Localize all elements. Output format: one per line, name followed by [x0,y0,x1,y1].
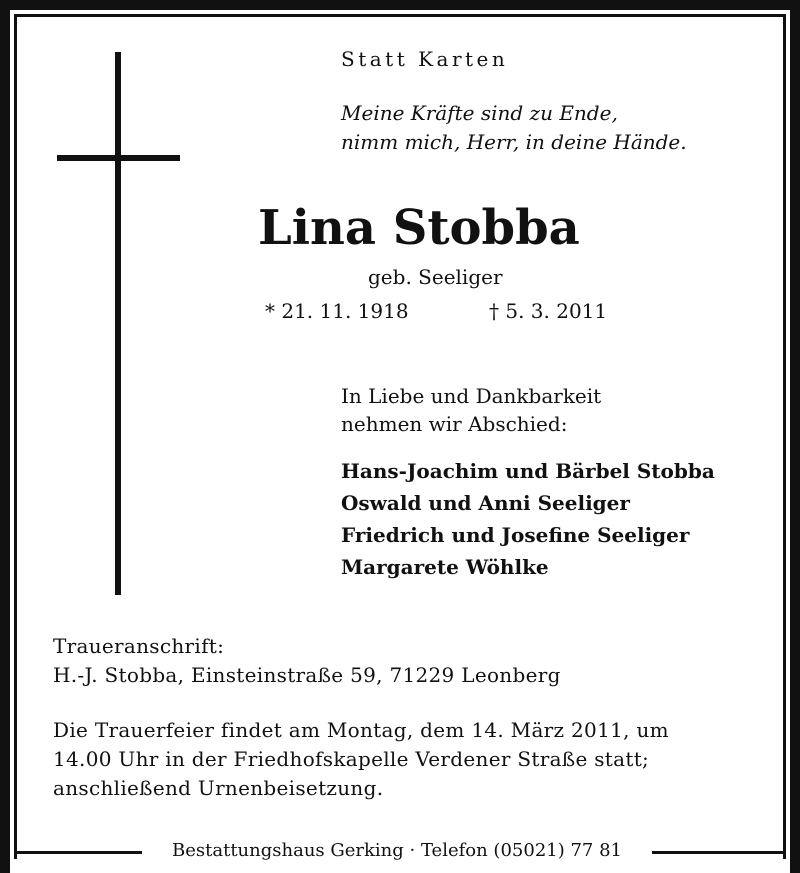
funeral-home-footer: Bestattungshaus Gerking · Telefon (05021) 77 81 [172,840,622,861]
maiden-name: geb. Seeliger [368,265,503,289]
deceased-name: Lina Stobba [258,200,580,256]
mourner-item: Hans-Joachim und Bärbel Stobba [341,459,715,483]
mourner-item: Oswald und Anni Seeliger [341,491,630,515]
birth-date: * 21. 11. 1918 [265,299,409,323]
service-line: 14.00 Uhr in der Friedhofskapelle Verdener Straße statt; [53,747,650,771]
header-text: Statt Karten [341,47,509,71]
cross-icon [115,52,121,595]
mourning-address [53,632,561,690]
service-info [53,716,669,803]
verse [341,99,687,157]
verse-line: Meine Kräfte sind zu Ende, [341,101,618,125]
farewell-line: nehmen wir Abschied: [341,412,568,436]
cross-icon-beam [57,155,180,161]
bottom-rule-right [652,851,786,854]
farewell-text [341,382,601,438]
mourner-item: Margarete Wöhlke [341,555,549,579]
address-label: Traueranschrift: [53,634,225,658]
verse-line: nimm mich, Herr, in deine Hände. [341,130,687,154]
mourner-item: Friedrich und Josefine Seeliger [341,523,690,547]
service-line: anschließend Urnenbeisetzung. [53,776,384,800]
farewell-line: In Liebe und Dankbarkeit [341,384,602,408]
mourners-list [341,455,715,583]
service-line: Die Trauerfeier findet am Montag, dem 14. März 2011, um [53,718,669,742]
address-text: H.-J. Stobba, Einsteinstraße 59, 71229 Leonberg [53,663,561,687]
death-date: † 5. 3. 2011 [489,299,608,323]
bottom-rule-left [14,851,142,854]
